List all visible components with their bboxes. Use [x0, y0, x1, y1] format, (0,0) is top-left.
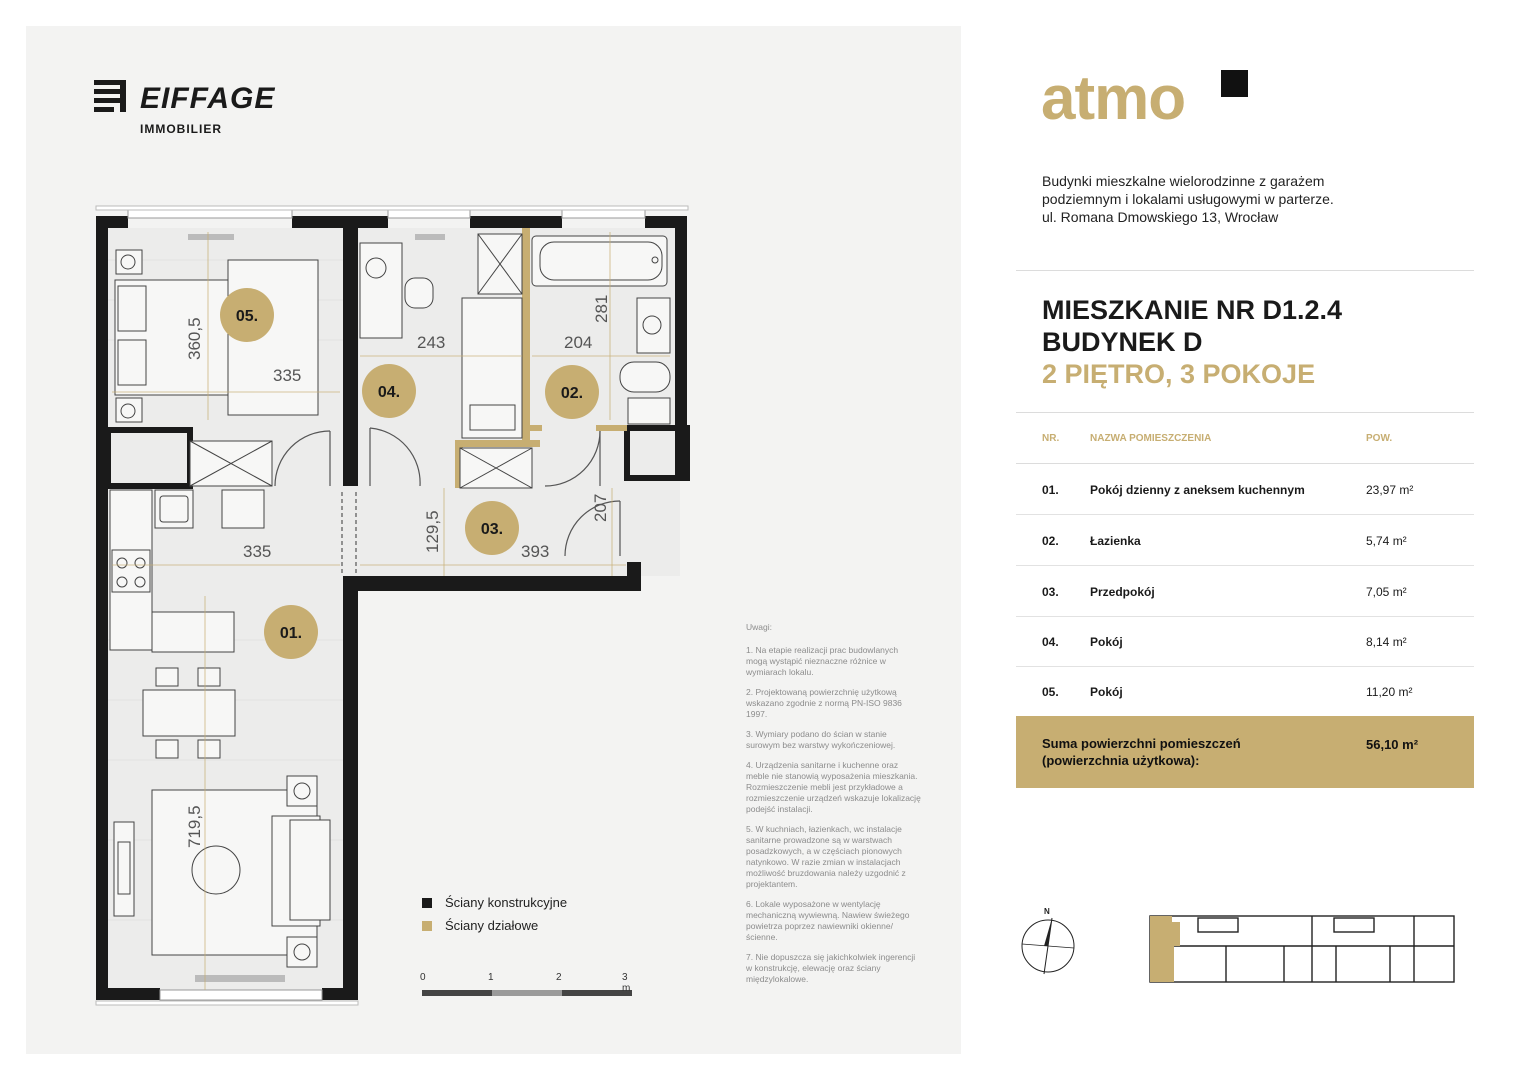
- note-3: 3. Wymiary podano do ścian w stanie surowym bez warstwy wykończeniowej.: [746, 729, 896, 750]
- room-badge-01: [264, 605, 318, 659]
- notes: [746, 622, 921, 994]
- legend-partition: [422, 914, 567, 937]
- dim-1295: 129,5: [423, 510, 442, 553]
- row-area: 8,14 m²: [1366, 635, 1407, 649]
- legend-structural: [422, 891, 567, 914]
- row-area: 11,20 m²: [1366, 685, 1413, 699]
- apartment-number: MIESZKANIE NR D1.2.4: [1042, 295, 1343, 325]
- room-badge-05: [220, 288, 274, 342]
- project-description: [1042, 172, 1334, 226]
- compass-label: N: [1044, 907, 1050, 916]
- row-nr: 02.: [1042, 534, 1059, 548]
- note-6: 6. Lokale wyposażone w wentylację mechaniczną wywiewną. Nawiew świeżego powietrza poprzez nawiewniki okienne/ścienne.: [746, 899, 910, 942]
- divider: [1016, 412, 1474, 413]
- total-label-2: (powierzchnia użytkowa):: [1042, 753, 1200, 768]
- room-badge-03: [465, 501, 519, 555]
- legend-structural-label: Ściany konstrukcyjne: [445, 895, 568, 910]
- description-line-1: Budynki mieszkalne wielorodzinne z garażem: [1042, 173, 1325, 189]
- total-value: 56,10 m²: [1366, 737, 1419, 752]
- apartment-floor-rooms: 2 PIĘTRO, 3 POKOJE: [1042, 359, 1316, 389]
- table-header-nr: NR.: [1042, 433, 1060, 444]
- table-row: [1016, 515, 1474, 566]
- note-7: 7. Nie dopuszcza się jakichkolwiek ingerencji w konstrukcję, elewację oraz ściany międzylokalowe.: [746, 952, 916, 984]
- row-name: Łazienka: [1090, 534, 1141, 548]
- row-area: 7,05 m²: [1366, 585, 1407, 599]
- total-area-row: [1016, 716, 1474, 788]
- dim-243: 243: [417, 333, 446, 352]
- dim-281: 281: [592, 294, 611, 323]
- dim-7195: 719,5: [185, 805, 204, 848]
- atmo-logo: atmo: [1041, 64, 1186, 133]
- row-name: Pokój: [1090, 685, 1123, 699]
- dim-335-bottom: 335: [243, 542, 272, 561]
- apartment-title: [1042, 294, 1342, 390]
- room-label-01: 01.: [279, 625, 303, 642]
- room-label-05: 05.: [235, 308, 259, 325]
- description-line-3: ul. Romana Dmowskiego 13, Wrocław: [1042, 209, 1279, 225]
- dim-204: 204: [564, 333, 593, 352]
- atmo-square-icon: [1221, 70, 1248, 97]
- legend-partition-label: Ściany działowe: [445, 918, 539, 933]
- dim-335-top: 335: [273, 366, 302, 385]
- scale-label-2: 2: [556, 972, 562, 983]
- room-label-02: 02.: [560, 385, 584, 402]
- structural-swatch: [422, 898, 432, 908]
- table-header-area: POW.: [1366, 433, 1393, 444]
- row-nr: 04.: [1042, 635, 1059, 649]
- room-label-03: 03.: [480, 521, 504, 538]
- total-label-1: Suma powierzchni pomieszczeń: [1042, 736, 1241, 751]
- row-area: 23,97 m²: [1366, 483, 1414, 497]
- row-nr: 03.: [1042, 585, 1059, 599]
- row-name: Przedpokój: [1090, 585, 1155, 599]
- note-4: 4. Urządzenia sanitarne i kuchenne oraz meble nie stanowią wyposażenia mieszkania. Rozmieszczenie mebli jest przykładowe a rozmieszczenie urządzeń wskazuje lokalizację podejść instalacji.: [746, 760, 921, 814]
- row-name: Pokój dzienny z aneksem kuchennym: [1090, 483, 1305, 497]
- compass-icon: [1016, 902, 1080, 976]
- dim-393: 393: [521, 542, 550, 561]
- room-label-04: 04.: [377, 384, 401, 401]
- table-row: [1016, 566, 1474, 617]
- note-2: 2. Projektowaną powierzchnię użytkową wskazano zgodnie z normą PN-ISO 9836 1997.: [746, 687, 902, 719]
- notes-title: Uwagi:: [746, 622, 772, 632]
- room-badge-02: [545, 365, 599, 419]
- table-header-name: NAZWA POMIESZCZENIA: [1090, 433, 1212, 444]
- row-nr: 05.: [1042, 685, 1059, 699]
- scale-bar: [422, 972, 632, 996]
- note-1: 1. Na etapie realizacji prac budowlanych mogą wystąpić nieznaczne różnice w wymiarach lokalu.: [746, 645, 899, 677]
- row-nr: 01.: [1042, 483, 1059, 497]
- dim-3605: 360,5: [185, 317, 204, 360]
- dim-207: 207: [591, 493, 610, 522]
- partition-swatch: [422, 921, 432, 931]
- building-keyplan: [1146, 912, 1458, 986]
- table-row: [1016, 666, 1474, 716]
- scale-label-1: 1: [488, 972, 494, 983]
- room-badge-04: [362, 364, 416, 418]
- plan-legend: [422, 891, 567, 937]
- description-line-2: podziemnym i lokalami usługowymi w parterze.: [1042, 191, 1334, 207]
- row-area: 5,74 m²: [1366, 534, 1407, 548]
- table-row: [1016, 616, 1474, 667]
- eiffage-subtitle: IMMOBILIER: [140, 122, 222, 136]
- scale-label-0: 0: [420, 972, 426, 983]
- apartment-building: BUDYNEK D: [1042, 327, 1203, 357]
- divider: [1016, 270, 1474, 271]
- eiffage-wordmark: EIFFAGE: [140, 82, 276, 115]
- row-name: Pokój: [1090, 635, 1123, 649]
- note-5: 5. W kuchniach, łazienkach, wc instalacje sanitarne prowadzone są w warstwach posadzkowych, a w częściach pionowych natynkowo. W razie zmian w instalacjach możliwość bruzdowania należy uzgodnić z projektantem.: [746, 824, 906, 889]
- table-row: [1016, 464, 1474, 515]
- scale-label-3: 3 m: [622, 972, 631, 994]
- keyplan-highlight: [1150, 916, 1180, 982]
